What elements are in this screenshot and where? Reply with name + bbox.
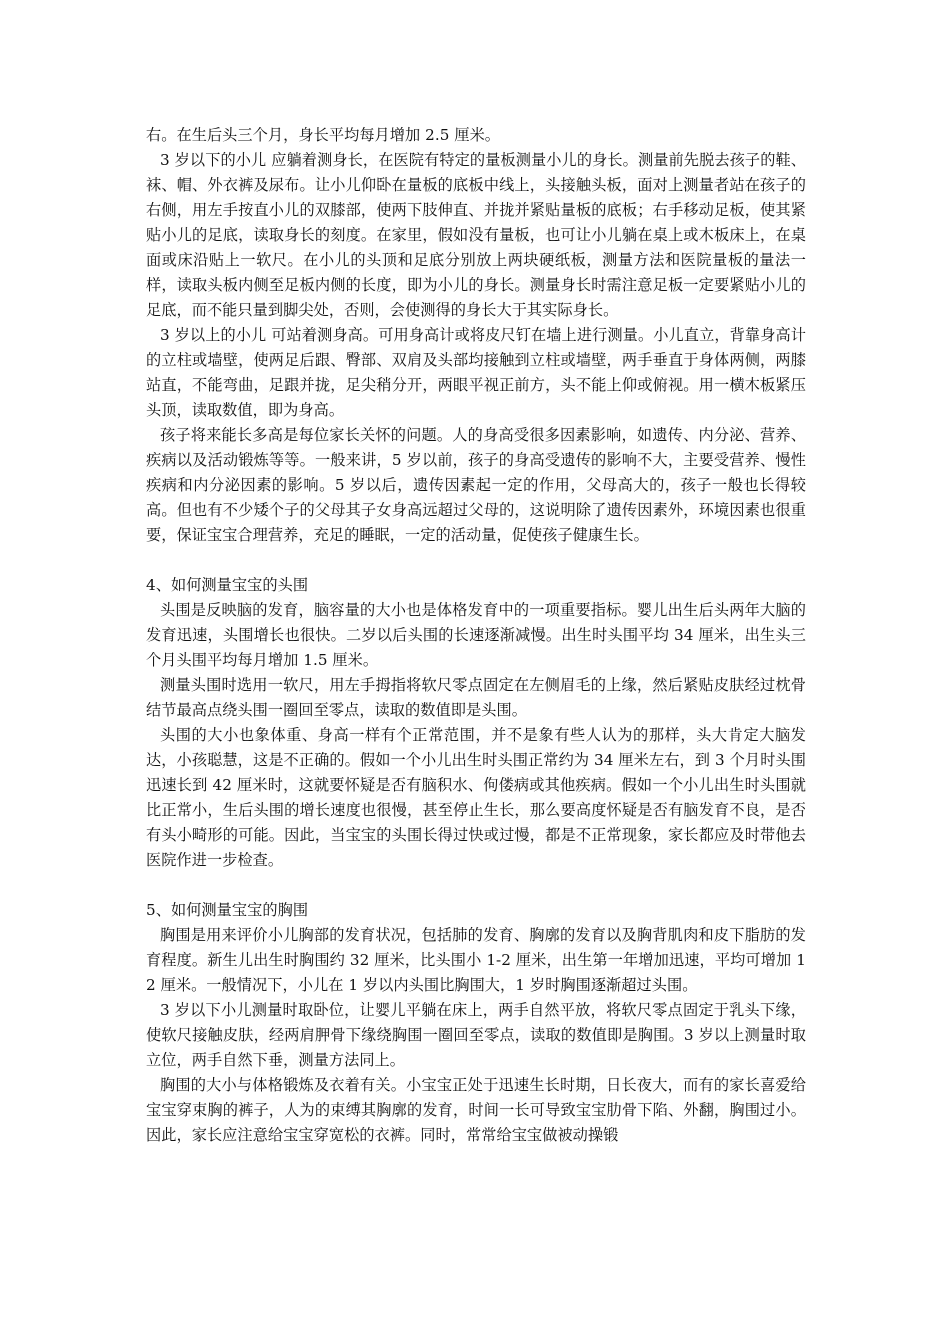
section-spacer (146, 548, 806, 573)
paragraph-continuation: 右。在生后头三个月，身长平均每月增加 2.5 厘米。 (146, 126, 501, 144)
document-body (146, 123, 806, 1148)
paragraph-chest-factors: 胸围的大小与体格锻炼及衣着有关。小宝宝正处于迅速生长时期，日长夜大，而有的家长喜爱给宝宝穿束胸的裤子，人为的束缚其胸廓的发育，时间一长可导致宝宝肋骨下陷、外翻，胸围过小。因此，家长应注意给宝宝穿宽松的衣裤。同时，常常给宝宝做被动操锻 (146, 1076, 806, 1144)
paragraph-head-intro: 头围是反映脑的发育，脑容量的大小也是体格发育中的一项重要指标。婴儿出生后头两年大脑的发育迅速，头围增长也很快。二岁以后头围的长速逐渐减慢。出生时头围平均 34 厘米，出生头三个月头围平均每月增加 1.5 厘米。 (146, 601, 806, 669)
section-heading-chest-circumference: 5、如何测量宝宝的胸围 (146, 901, 309, 919)
paragraph-height-over-3: 3 岁以上的小儿 可站着测身高。可用身高计或将皮尺钉在墙上进行测量。小儿直立，背靠身高计的立柱或墙壁，使两足后跟、臀部、双肩及头部均接触到立柱或墙壁，两手垂直于身体两侧，两膝站直，不能弯曲，足跟并拢，足尖稍分开，两眼平视正前方，头不能上仰或俯视。用一横木板紧压头顶，读取数值，即为身高。 (146, 326, 806, 419)
section-spacer (146, 873, 806, 898)
section-heading-head-circumference: 4、如何测量宝宝的头围 (146, 576, 309, 594)
paragraph-chest-intro: 胸围是用来评价小儿胸部的发育状况，包括肺的发育、胸廓的发育以及胸背肌肉和皮下脂肪的发育程度。新生儿出生时胸围约 32 厘米，比头围小 1-2 厘米，出生第一年增加迅速，平均可增加 12 厘米。一般情况下，小儿在 1 岁以内头围比胸围大，1 岁时胸围逐渐超过头围。 (146, 926, 806, 994)
paragraph-head-method: 测量头围时选用一软尺，用左手拇指将软尺零点固定在左侧眉毛的上缘，然后紧贴皮肤经过枕骨结节最高点绕头围一圈回至零点，读取的数值即是头围。 (146, 676, 806, 719)
paragraph-length-under-3: 3 岁以下的小儿 应躺着测身长，在医院有特定的量板测量小儿的身长。测量前先脱去孩子的鞋、袜、帽、外衣裤及尿布。让小儿仰卧在量板的底板中线上，头接触头板，面对上测量者站在孩子的右侧，用左手按直小儿的双膝部，使两下肢伸直、并拢并紧贴量板的底板；右手移动足板，使其紧贴小儿的足底，读取身长的刻度。在家里，假如没有量板，也可让小儿躺在桌上或木板床上，在桌面或床沿贴上一软尺。在小儿的头顶和足底分别放上两块硬纸板，测量方法和医院量板的量法一样，读取头板内侧至足板内侧的长度，即为小儿的身长。测量身长时需注意足板一定要紧贴小儿的足底，而不能只量到脚尖处，否则，会使测得的身长大于其实际身长。 (146, 151, 806, 319)
paragraph-head-normal-range: 头围的大小也象体重、身高一样有个正常范围，并不是象有些人认为的那样，头大肯定大脑发达，小孩聪慧，这是不正确的。假如一个小儿出生时头围正常约为 34 厘米左右，到 3 个月时头围迅速长到 42 厘米时，这就要怀疑是否有脑积水、佝偻病或其他疾病。假如一个小儿出生时头围就比正常小，生后头围的增长速度也很慢，甚至停止生长，那么要高度怀疑是否有脑发育不良，是否有头小畸形的可能。因此，当宝宝的头围长得过快或过慢，都是不正常现象，家长都应及时带他去医院作进一步检查。 (146, 726, 806, 869)
paragraph-chest-method: 3 岁以下小儿测量时取卧位，让婴儿平躺在床上，两手自然平放，将软尺零点固定于乳头下缘，使软尺接触皮肤，经两肩胛骨下缘绕胸围一圈回至零点，读取的数值即是胸围。3 岁以上测量时取立位，两手自然下垂，测量方法同上。 (146, 1001, 806, 1069)
paragraph-height-factors: 孩子将来能长多高是每位家长关怀的问题。人的身高受很多因素影响，如遗传、内分泌、营养、疾病以及活动锻炼等等。一般来讲，5 岁以前，孩子的身高受遗传的影响不大，主要受营养、慢性疾病和内分泌因素的影响。5 岁以后，遗传因素起一定的作用，父母高大的，孩子一般也长得较高。但也有不少矮个子的父母其子女身高远超过父母的，这说明除了遗传因素外，环境因素也很重要，保证宝宝合理营养，充足的睡眠，一定的活动量，促使孩子健康生长。 (146, 426, 806, 544)
